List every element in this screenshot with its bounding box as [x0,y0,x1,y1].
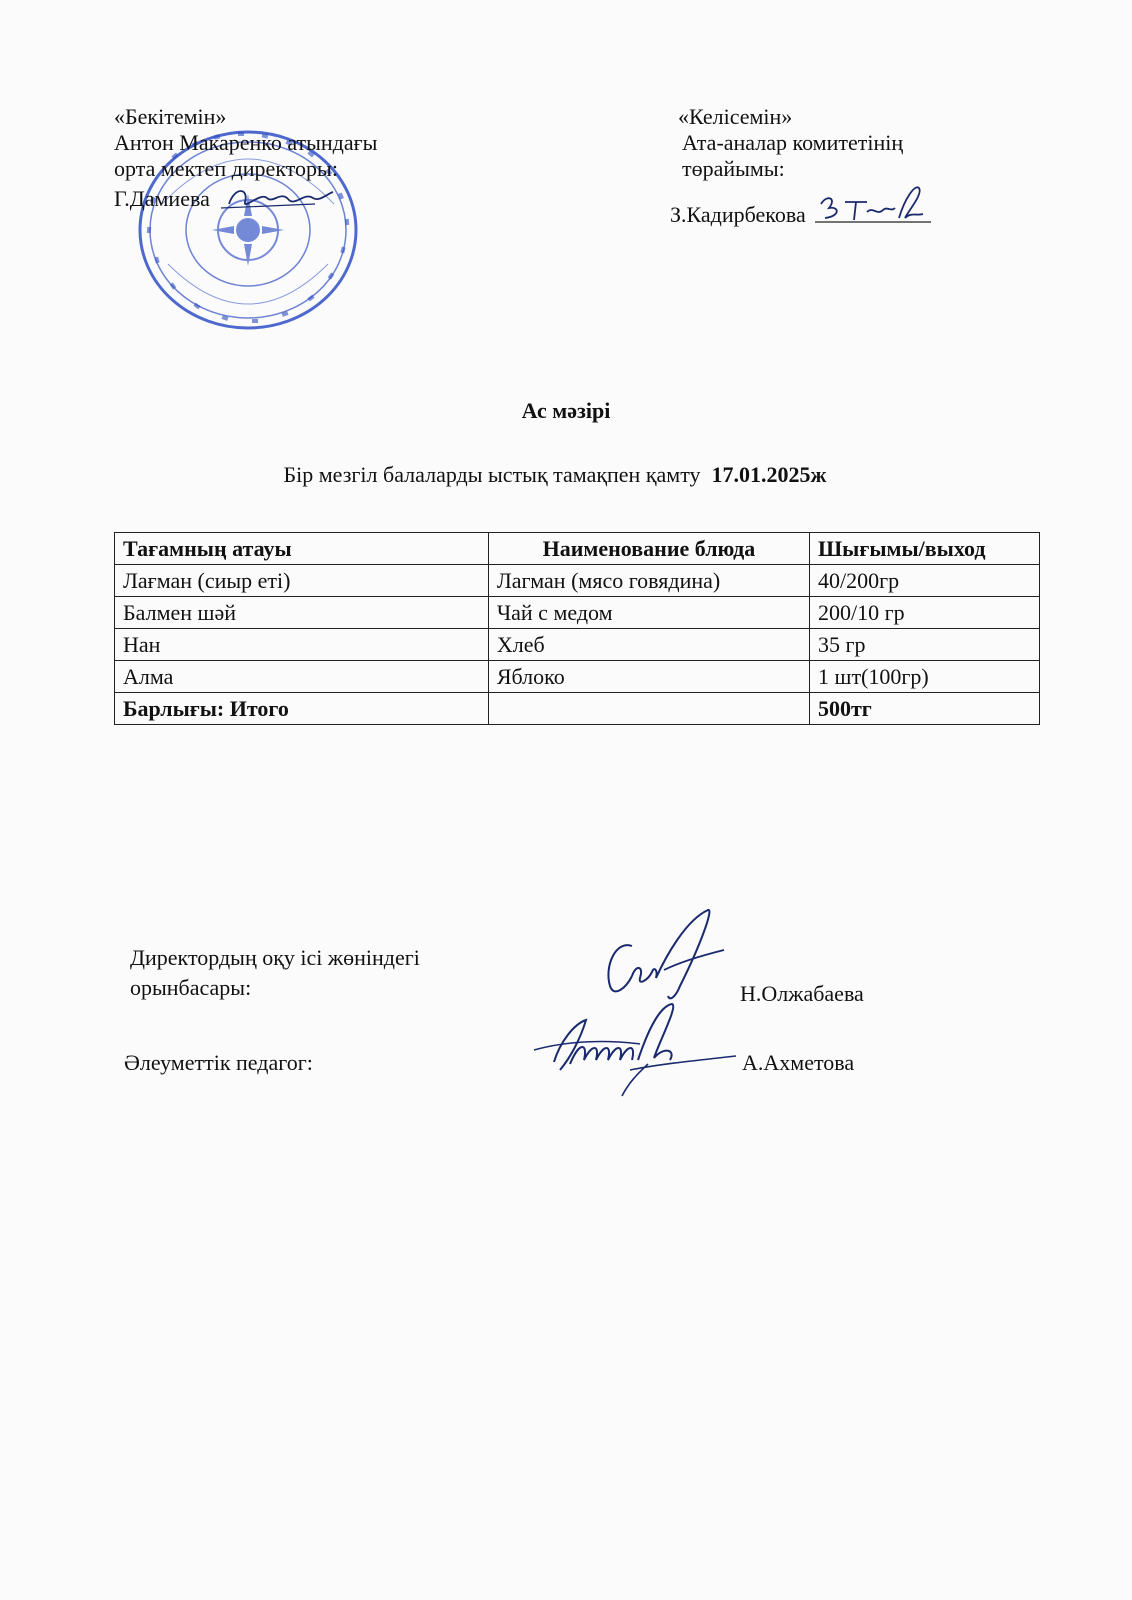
deputy-director-label [130,943,420,1003]
table-header-row [115,533,1040,565]
table-row [115,661,1040,693]
approval-left-name-row [114,182,377,212]
document-title: Ас мәзірі [521,398,611,423]
total-value: 500тг [810,693,1040,725]
cell-russian-name: Яблоко [488,661,809,693]
approval-right-name-row [670,182,931,228]
deputy-line-1: Директордың оқу ісі жөніндегі [130,945,420,970]
approval-right-name: З.Кадирбекова [670,202,806,227]
approval-left-heading: «Бекітемін» [114,104,227,129]
social-pedagogue-signature [530,1000,740,1100]
approval-left-position: орта мектеп директоры: [114,156,338,181]
social-pedagogue-name: А.Ахметова [742,1050,855,1075]
table-total-row [115,693,1040,725]
deputy-name: Н.Олжабаева [740,981,864,1006]
approval-right-committee: Ата-аналар комитетінің [682,130,904,155]
social-pedagogue-label: Әлеуметтік педагог: [124,1050,313,1075]
total-empty [488,693,809,725]
table-row [115,597,1040,629]
subtitle-date: 17.01.2025ж [711,462,827,487]
cell-kazakh-name: Балмен шәй [115,597,489,629]
document-subtitle [0,462,1110,488]
approval-block-left [114,104,377,212]
approval-right-heading: «Келісемін» [678,104,793,129]
cell-yield: 35 гр [810,629,1040,661]
table-row [115,629,1040,661]
cell-kazakh-name: Нан [115,629,489,661]
cell-kazakh-name: Алма [115,661,489,693]
cell-russian-name: Чай с медом [488,597,809,629]
table-row [115,565,1040,597]
header-yield: Шығымы/выход [810,533,1040,565]
menu-table [114,532,1040,725]
deputy-line-2: орынбасары: [130,975,252,1000]
cell-yield: 1 шт(100гр) [810,661,1040,693]
header-kazakh-name: Тағамның атауы [115,533,489,565]
approval-left-name: Г.Дамиева [114,186,210,211]
committee-chair-signature [811,182,931,228]
approval-right-position: төрайымы: [682,156,785,181]
cell-yield: 200/10 гр [810,597,1040,629]
subtitle-text: Бір мезгіл балаларды ыстық тамақпен қамту [283,462,701,487]
cell-russian-name: Лагман (мясо говядина) [488,565,809,597]
cell-yield: 40/200гр [810,565,1040,597]
approval-block-right [670,104,931,228]
cell-kazakh-name: Лағман (сиыр еті) [115,565,489,597]
approval-left-school: Антон Макаренко атындағы [114,130,378,155]
director-signature [215,182,335,212]
total-label: Барлығы: Итого [115,693,489,725]
header-russian-name: Наименование блюда [488,533,809,565]
cell-russian-name: Хлеб [488,629,809,661]
